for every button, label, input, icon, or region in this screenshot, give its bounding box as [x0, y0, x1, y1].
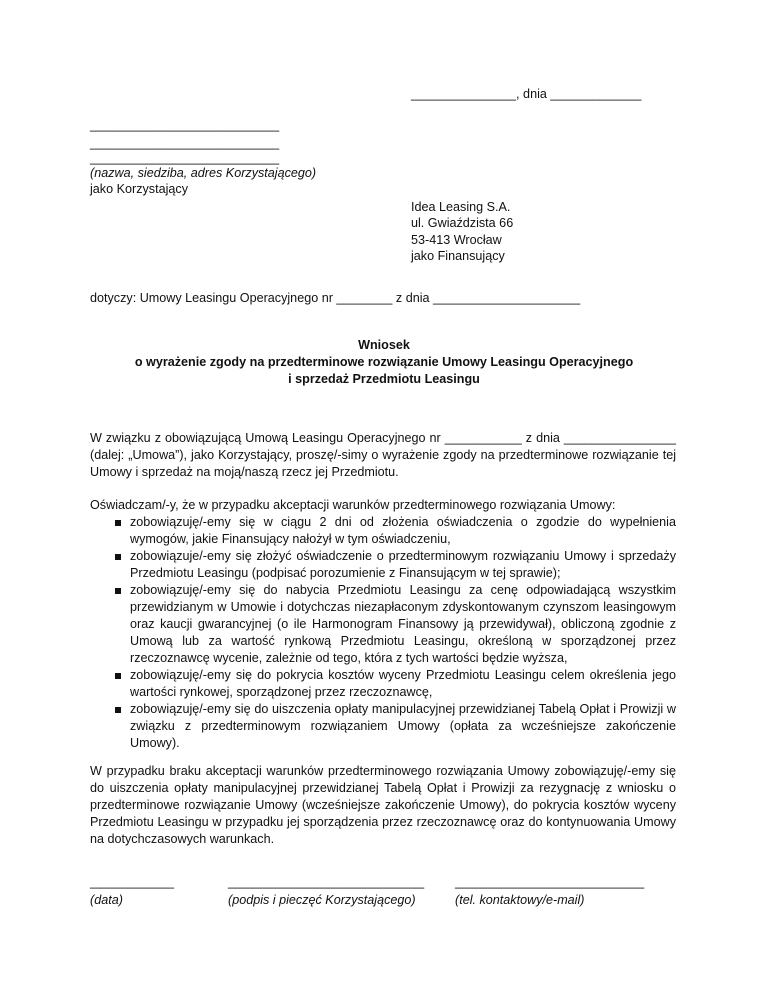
- sender-blank-line-1: ___________________________: [90, 118, 280, 132]
- sender-blank-line-2: ___________________________: [90, 136, 280, 150]
- sender-blank-line-3: ___________________________: [90, 151, 280, 165]
- rejection-paragraph: W przypadku braku akceptacji warunków przedterminowego rozwiązania Umowy zobowiązuję/-emy się do uiszczenia opłaty manipulacyjnej przewidzianej Tabelą Opłat i Prowizji za rezygnację z wniosku o przedterminowe rozwiązanie Umowy (wcześniejsze zakończenie Umowy), do pokrycia kosztów wyceny Przedmiotu Leasingu w przypadku jej sporządzenia przez rzeczoznawcę oraz do kontynuowania Umowy na dotychczasowych warunkach.: [90, 764, 676, 846]
- contact-caption: (tel. kontaktowy/e-mail): [455, 893, 585, 907]
- bullet-square-icon: [115, 588, 121, 594]
- place-date-line: _______________, dnia _____________: [411, 87, 642, 101]
- declaration-list: [108, 514, 676, 752]
- bullet-square-icon: [115, 707, 121, 713]
- bullet-square-icon: [115, 673, 121, 679]
- date-signature-line: ____________: [90, 875, 175, 889]
- declaration-lead: Oświadczam/-y, że w przypadku akceptacji warunków przedterminowego rozwiązania Umowy:: [90, 498, 616, 512]
- recipient-city: 53-413 Wrocław: [411, 233, 502, 247]
- signature-line: ____________________________: [228, 875, 425, 889]
- reference-line: dotyczy: Umowy Leasingu Operacyjnego nr ________ z dnia _____________________: [90, 291, 581, 305]
- list-item: zobowiązuję/-emy się w ciągu 2 dni od złożenia oświadczenia o zgodzie do wypełnienia wymogów, jakie Finansujący nałożył w tym oświadczeniu,: [108, 514, 676, 548]
- bullet-square-icon: [115, 554, 121, 560]
- sender-role: jako Korzystający: [90, 182, 188, 196]
- recipient-role: jako Finansujący: [411, 249, 505, 263]
- list-item: zobowiązuję/-emy się do pokrycia kosztów wyceny Przedmiotu Leasingu celem określenia jego wartości rynkowej, sporządzonej przez rzeczoznawcę,: [108, 667, 676, 701]
- intro-paragraph: W związku z obowiązującą Umową Leasingu Operacyjnego nr ___________ z dnia ________________ (dalej: „Umowa”), jako Korzystający, proszę/-simy o wyrażenie zgody na przedterminowe rozwiązanie tej Umowy i sprzedaż na moją/naszą rzecz jej Przedmiotu.: [90, 431, 676, 479]
- document-subtitle-2: i sprzedaż Przedmiotu Leasingu: [288, 372, 480, 386]
- list-item: zobowiązuje/-emy się złożyć oświadczenie o przedterminowym rozwiązaniu Umowy i sprzedaży Przedmiotu Leasingu (podpisać porozumienie z Finansującym w tej sprawie);: [108, 548, 676, 582]
- document-title: Wniosek: [358, 338, 410, 352]
- list-item: zobowiązuję/-emy się do uiszczenia opłaty manipulacyjnej przewidzianej Tabelą Opłat i Prowizji w związku z przedterminowym rozwiązaniem Umowy (opłata za wcześniejsze zakończenie Umowy).: [108, 701, 676, 752]
- list-item: zobowiązuję/-emy się do nabycia Przedmiotu Leasingu za cenę odpowiadającą wszystkim przewidzianym w Umowie i dotychczas niezapłaconym zdyskontowanym czynszom leasingowym oraz kaucji gwarancyjnej (o ile Harmonogram Finansowy ją przewidywał), obliczoną zgodnie z Umową lub za wartość rynkową Przedmiotu Leasingu, określoną w sporządzonej przez rzeczoznawcę wycenie, zależnie od tego, która z tych wartości będzie wyższa,: [108, 582, 676, 667]
- sender-caption: (nazwa, siedziba, adres Korzystającego): [90, 166, 317, 180]
- date-caption: (data): [90, 893, 123, 907]
- signature-caption: (podpis i pieczęć Korzystającego): [228, 893, 416, 907]
- contact-line: ___________________________: [455, 875, 645, 889]
- document-subtitle-1: o wyrażenie zgody na przedterminowe rozwiązanie Umowy Leasingu Operacyjnego: [134, 355, 634, 369]
- recipient-street: ul. Gwiaździsta 66: [411, 216, 514, 230]
- recipient-name: Idea Leasing S.A.: [411, 200, 511, 214]
- bullet-square-icon: [115, 520, 121, 526]
